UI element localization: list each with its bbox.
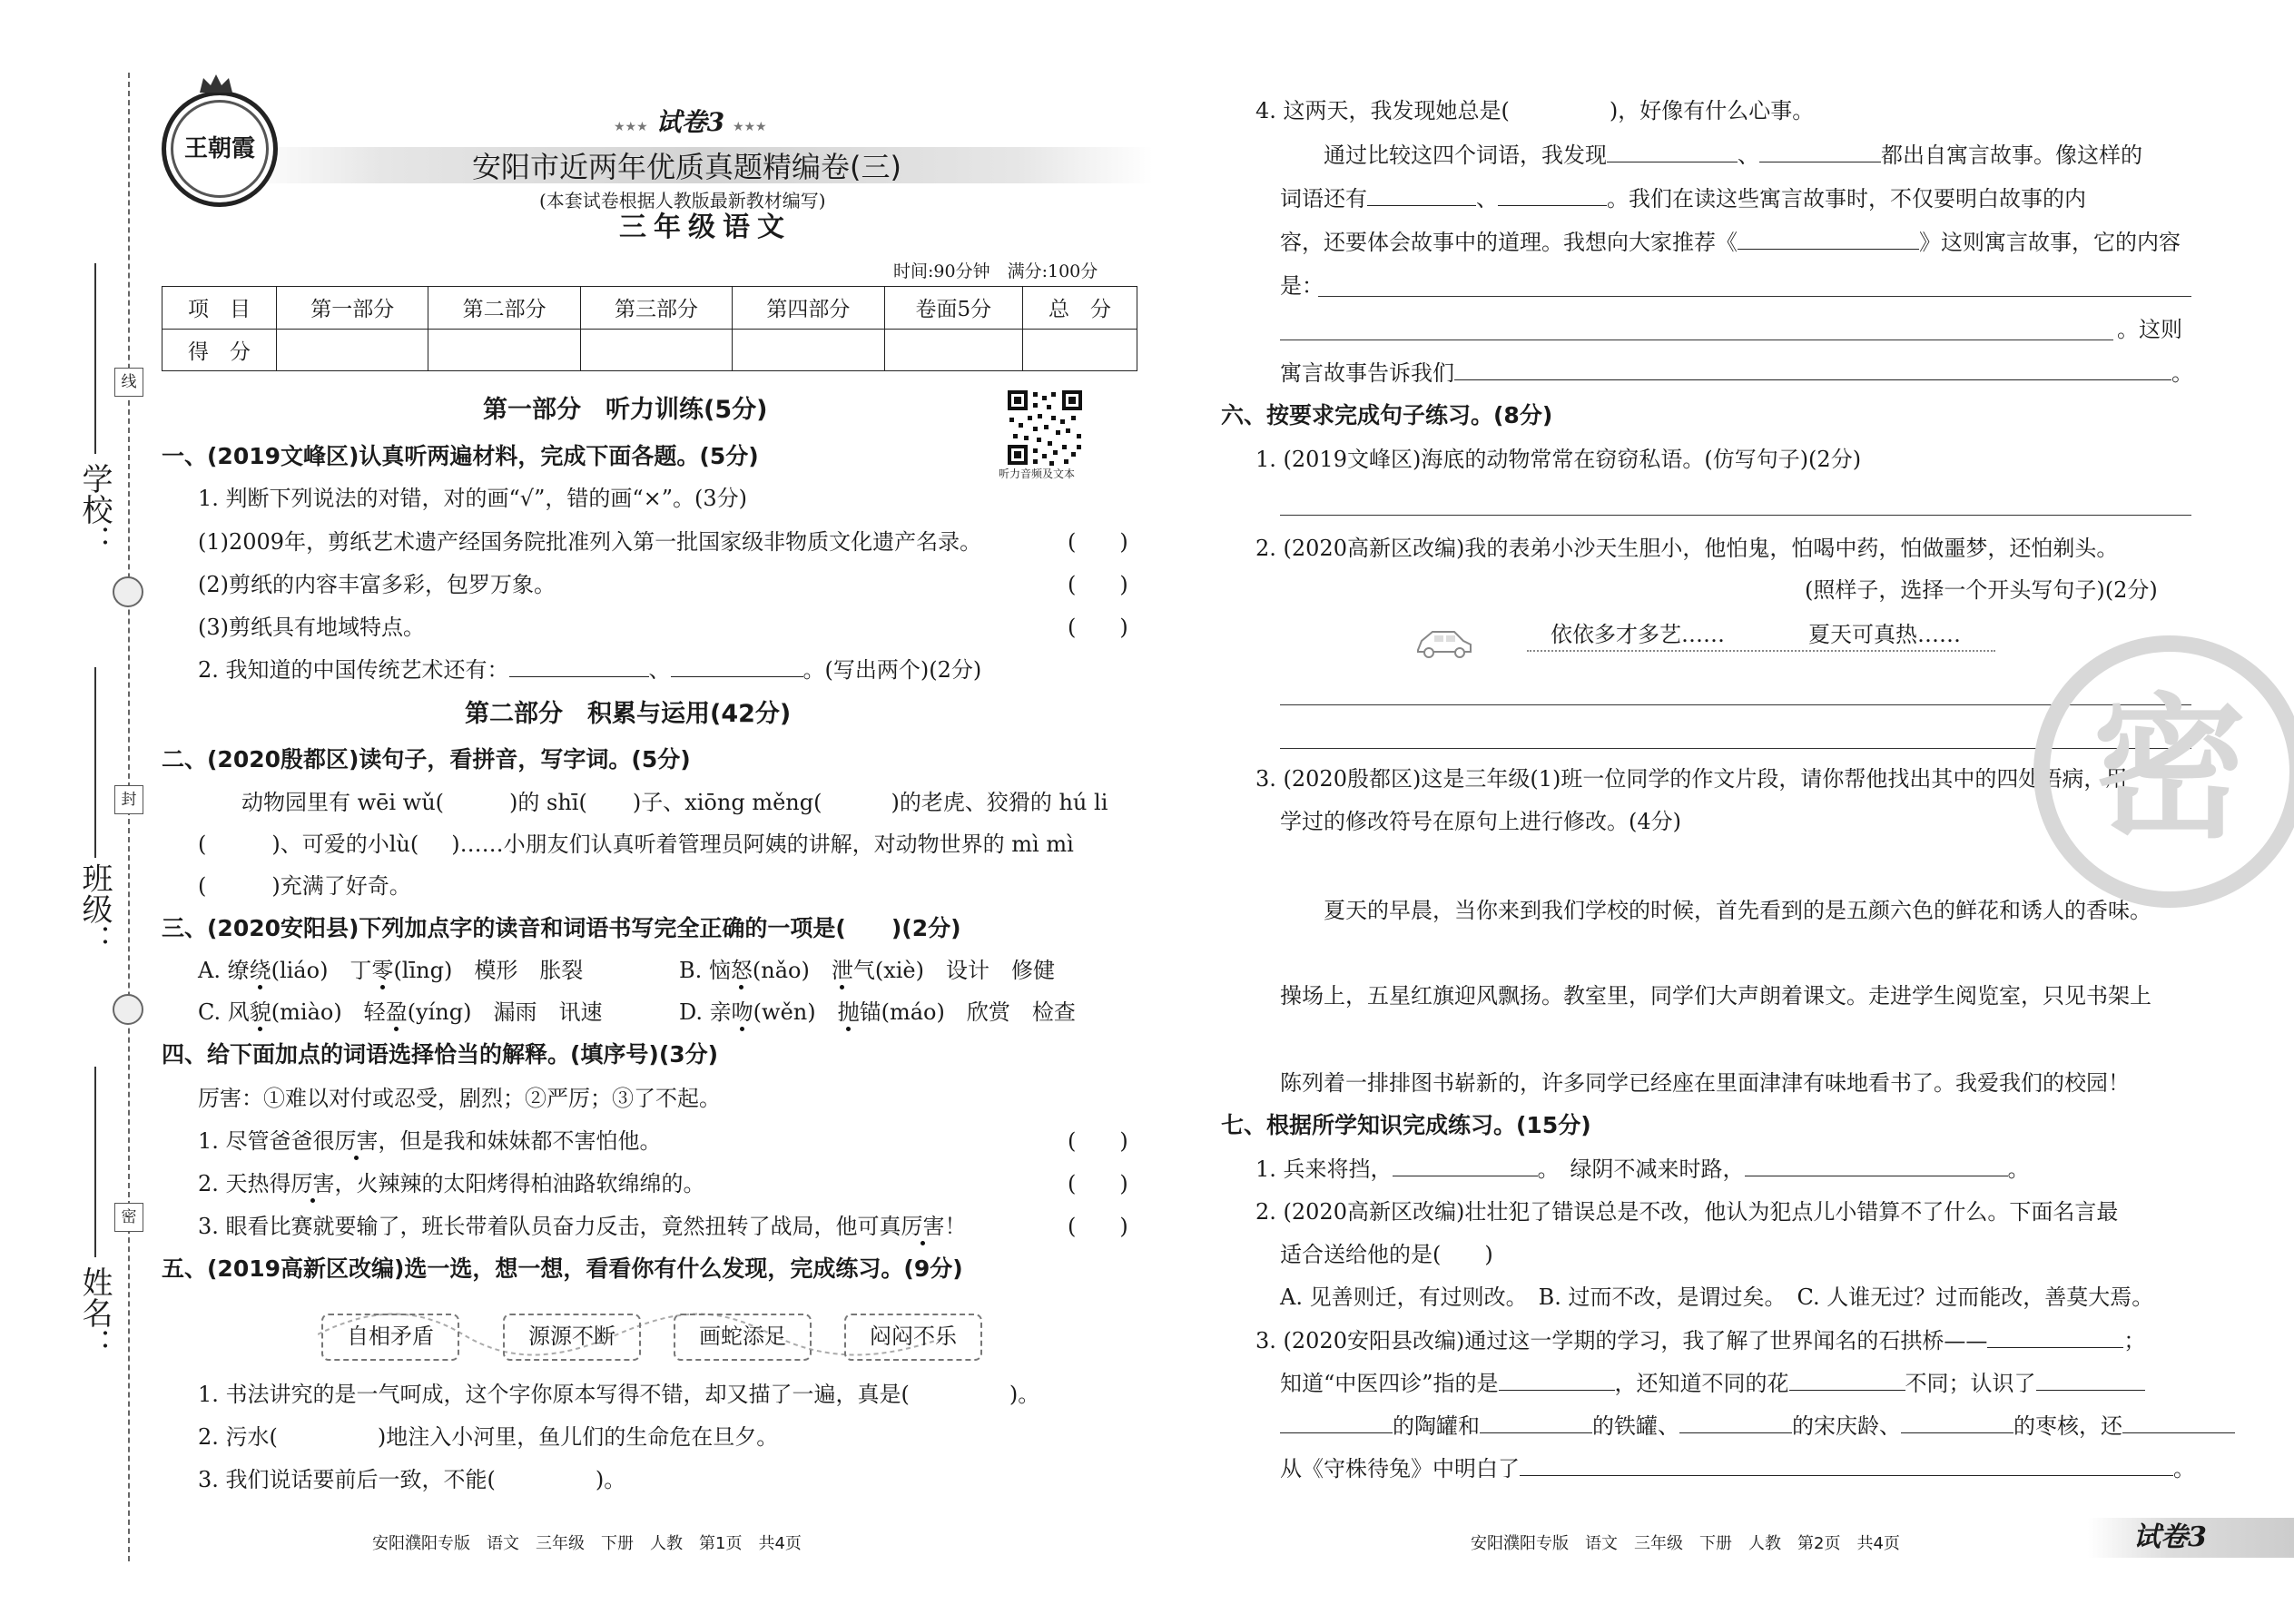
para-text: 、 bbox=[1738, 143, 1759, 168]
q6-sentence-3b: 学过的修改符号在原句上进行修改。(4分) bbox=[1280, 809, 1681, 834]
sentence-text: 。 bbox=[2173, 1456, 2195, 1481]
cut-line bbox=[128, 73, 130, 1561]
q4-title: 四、给下面加点的词语选择恰当的解释。(填序号)(3分) bbox=[162, 1041, 719, 1068]
q4-sentence-3 bbox=[198, 1213, 967, 1240]
para-text: 、 bbox=[1476, 186, 1498, 212]
q3-option-b[interactable] bbox=[679, 957, 1055, 984]
answer-paren[interactable]: ( ) bbox=[1068, 529, 1128, 555]
score-header-cell: 第二部分 bbox=[428, 287, 580, 330]
dotted-char: 零 bbox=[371, 958, 394, 983]
footer-badge: 试卷3 bbox=[2133, 1521, 2207, 1553]
school-label: 学校： bbox=[76, 463, 113, 556]
q2-text: 动物园里有 wēi wǔ( bbox=[241, 790, 445, 815]
q2-text: )充满了好奇。 bbox=[271, 873, 411, 899]
dotted-char: 貌 bbox=[249, 999, 271, 1025]
option-text: A. 缭 bbox=[198, 958, 250, 983]
q7-title: 七、根据所学知识完成练习。(15分) bbox=[1221, 1112, 1591, 1138]
score-header-cell: 第一部分 bbox=[277, 287, 428, 330]
q3-option-d[interactable] bbox=[679, 999, 1076, 1026]
q2-text: ( bbox=[198, 832, 207, 857]
sentence-text: 知道“中医四诊”指的是 bbox=[1280, 1371, 1499, 1396]
sentence-text: 2. 污水( bbox=[198, 1424, 278, 1450]
pinyin-lu bbox=[389, 831, 410, 858]
answer-blank[interactable] bbox=[1454, 359, 2171, 380]
idiom-box[interactable]: 源源不断 bbox=[503, 1314, 641, 1361]
stars-left-icon: ★★★ bbox=[614, 120, 648, 134]
sentence-text: 3. (2020安阳县改编)通过这一学期的学习，我了解了世界闻名的石拱桥—— bbox=[1255, 1328, 1988, 1353]
q3-option-c[interactable] bbox=[198, 999, 602, 1026]
q1-title: 一、(2019文峰区)认真听两遍材料，完成下面各题。(5分) bbox=[162, 443, 759, 469]
q5-title: 五、(2019高新区改编)选一选，想一想，看看你有什么发现，完成练习。(9分) bbox=[162, 1255, 963, 1282]
option-text: 气(xiè) 设计 修健 bbox=[852, 958, 1055, 983]
idiom-box[interactable]: 闷闷不乐 bbox=[844, 1314, 982, 1361]
footer-left: 安阳濮阳专版 语文 三年级 下册 人教 第1页 共4页 bbox=[372, 1534, 802, 1553]
passage-line[interactable]: 夏天的早晨，当你来到我们学校的时候，首先看到的是五颜六色的鲜花和诱人的香味。 bbox=[1324, 898, 2151, 923]
pinyin-lu-text: lù bbox=[389, 832, 410, 857]
para-text: 都出自寓言故事。像这样的 bbox=[1881, 143, 2142, 168]
q2-line-2 bbox=[198, 831, 1074, 858]
seam-mark-line: 线 bbox=[114, 368, 143, 397]
q5-sentence-4 bbox=[1255, 97, 1814, 124]
answer-blank[interactable] bbox=[1393, 1156, 1538, 1176]
answer-blank[interactable] bbox=[1679, 1412, 1792, 1433]
option-text: (miào) 轻 bbox=[271, 999, 386, 1025]
sentence-text: )。 bbox=[1009, 1382, 1040, 1407]
dotted-word: 厉害 bbox=[334, 1128, 379, 1154]
sentence-text: ，但是我和妹妹都不害怕他。 bbox=[378, 1128, 662, 1154]
sentence-text: ； bbox=[2123, 1328, 2146, 1353]
q2-text: ( bbox=[409, 832, 419, 857]
q7-sentence-2a: 2. (2020高新区改编)壮壮犯了错误总是不改，他认为犯点儿小错算不了什么。下面名言最 bbox=[1255, 1199, 2119, 1225]
answer-blank[interactable] bbox=[1759, 142, 1881, 162]
score-cell[interactable] bbox=[1022, 329, 1137, 371]
q7-sentence-3a bbox=[1255, 1327, 2145, 1354]
answer-blank[interactable] bbox=[2036, 1370, 2145, 1391]
score-cell[interactable] bbox=[884, 329, 1022, 371]
q3-title: 三、(2020安阳县)下列加点字的读音和词语书写完全正确的一项是( )(2分) bbox=[162, 915, 961, 941]
answer-blank[interactable] bbox=[1520, 1455, 2173, 1476]
exam-subtitle: (本套试卷根据人教版最新教材编写) bbox=[539, 190, 826, 212]
score-cell[interactable] bbox=[580, 329, 732, 371]
answer-blank[interactable] bbox=[1367, 185, 1476, 206]
score-table bbox=[162, 286, 1137, 371]
para-text: 寓言故事告诉我们 bbox=[1280, 360, 1454, 386]
idiom-box[interactable]: 自相矛盾 bbox=[321, 1314, 459, 1361]
q7-sentence-3b bbox=[1280, 1370, 2145, 1397]
crown-icon bbox=[198, 73, 234, 94]
para-text: 容，还要体会故事中的道理。我想向大家推荐《 bbox=[1280, 230, 1738, 255]
answer-blank[interactable] bbox=[1738, 229, 1919, 250]
part1-title: 第一部分 听力训练(5分) bbox=[483, 396, 768, 424]
margin-line-bottom bbox=[94, 1067, 96, 1257]
option-text: (yíng) 漏雨 讯速 bbox=[407, 999, 603, 1025]
sentence-text: 不同；认识了 bbox=[1905, 1371, 2036, 1396]
q5-para-1 bbox=[1324, 142, 2142, 169]
sentence-text: 。 bbox=[2007, 1156, 2030, 1182]
q6-sentence-3a: 3. (2020殷都区)这是三年级(1)班一位同学的作文片段，请你帮他找出其中的四处语病，用 bbox=[1255, 766, 2128, 792]
exam-title: 安阳市近两年优质真题精编卷(三) bbox=[472, 150, 901, 184]
q3-option-a[interactable] bbox=[198, 957, 583, 984]
option-text: B. 恼 bbox=[679, 958, 731, 983]
sentence-text: 1. 兵来将挡， bbox=[1255, 1156, 1393, 1182]
answer-blank[interactable] bbox=[1987, 1327, 2123, 1348]
answer-blank[interactable] bbox=[2122, 1412, 2235, 1433]
answer-blank[interactable] bbox=[1901, 1412, 2013, 1433]
idiom-box[interactable]: 画蛇添足 bbox=[674, 1314, 812, 1361]
starter-underline bbox=[1527, 650, 1995, 652]
paper-label: 试卷3 bbox=[655, 107, 725, 137]
secret-seal-char: 密 bbox=[2092, 680, 2247, 860]
dotted-char: 泄 bbox=[831, 958, 853, 983]
sentence-text: 3. 我们说话要前后一致，不能( bbox=[198, 1467, 496, 1492]
sentence-text: 的枣核，还 bbox=[2013, 1413, 2122, 1439]
q2-text: ( bbox=[198, 873, 207, 899]
car-icon bbox=[1413, 625, 1476, 661]
q5-sentence-1 bbox=[198, 1381, 1039, 1408]
answer-blank[interactable] bbox=[1280, 1412, 1393, 1433]
score-header-cell: 总 分 bbox=[1022, 287, 1137, 330]
score-header-cell: 卷面5分 bbox=[884, 287, 1022, 330]
margin-line-top bbox=[94, 263, 96, 454]
para-text: 。 bbox=[2171, 360, 2193, 386]
q7-sentence-1 bbox=[1255, 1156, 2030, 1183]
dotted-word: 厉害 bbox=[901, 1214, 945, 1239]
answer-line[interactable] bbox=[1318, 296, 2191, 297]
binding-hole-1 bbox=[113, 576, 143, 607]
sentence-text: 1. 尽管爸爸很 bbox=[198, 1128, 335, 1154]
para-text: 通过比较这四个词语，我发现 bbox=[1324, 143, 1607, 168]
q2-text: )……小朋友们认真听着管理员阿姨的讲解，对动物世界的 mì mì bbox=[451, 832, 1074, 857]
dotted-char: 盈 bbox=[385, 999, 408, 1025]
q7-sentence-2b: 适合送给他的是( ) bbox=[1280, 1242, 1493, 1267]
dotted-char: 吻 bbox=[731, 999, 753, 1025]
passage-line[interactable]: 陈列着一排排图书崭新的，许多同学已经座在里面津津有味地看书了。我爱我们的校园！ bbox=[1280, 1070, 2130, 1096]
q7-options[interactable]: A. 见善则迁，有过则改。 B. 过而不改，是谓过矣。 C. 人谁无过？过而能改，善莫大焉。 bbox=[1280, 1284, 2154, 1310]
q5-para-4: 是： bbox=[1280, 273, 1324, 299]
q1-item-3: (3)剪纸具有地域特点。 bbox=[198, 615, 425, 640]
q5-sentence-2 bbox=[198, 1423, 778, 1451]
q1-item-1: (1)2009年，剪纸艺术遗产经国务院批准列入第一批国家级非物质文化遗产名录。 bbox=[198, 529, 982, 555]
q1-q2-sep: 、 bbox=[648, 657, 671, 683]
q1-intro: 1. 判断下列说法的对错，对的画“√”，错的画“×”。(3分) bbox=[198, 486, 748, 511]
q4-definitions: 厉害：①难以对付或忍受，剧烈；②严厉；③了不起。 bbox=[198, 1086, 721, 1111]
q5-para-3 bbox=[1280, 229, 2181, 256]
q1-question-2 bbox=[198, 656, 981, 684]
sentence-text: 从《守株待兔》中明白了 bbox=[1280, 1456, 1520, 1481]
paper-label-row bbox=[614, 109, 767, 141]
sentence-text: 。 绿阴不减来时路， bbox=[1537, 1156, 1745, 1182]
q2-text: )的 shī( bbox=[509, 790, 587, 815]
score-cell[interactable] bbox=[733, 329, 884, 371]
option-text: D. 亲 bbox=[679, 999, 732, 1025]
sentence-text: )地注入小河里，鱼儿们的生命危在旦夕。 bbox=[377, 1424, 779, 1450]
sentence-text: ，还知道不同的花 bbox=[1614, 1371, 1789, 1396]
option-text: (wěn) bbox=[753, 999, 838, 1025]
secret-seal-watermark bbox=[2033, 635, 2294, 908]
sentence-text: 的铁罐、 bbox=[1592, 1413, 1679, 1439]
qr-caption: 听力音频及文本 bbox=[999, 468, 1076, 480]
q5-para-5: 。这则 bbox=[2117, 317, 2182, 342]
q1-q2-suffix: 。(写出两个)(2分) bbox=[802, 657, 982, 683]
part2-title: 第二部分 积累与运用(42分) bbox=[465, 700, 792, 728]
sentence-text: )。 bbox=[595, 1467, 626, 1492]
q2-title: 二、(2020殷都区)读句子，看拼音，写字词。(5分) bbox=[162, 746, 691, 773]
score-cell[interactable] bbox=[428, 329, 580, 371]
sentence-text: )，好像有什么心事。 bbox=[1609, 98, 1815, 123]
time-score: 时间:90分钟 满分:100分 bbox=[893, 261, 1098, 281]
sentence-starter: 夏天可真热…… bbox=[1808, 622, 1961, 647]
answer-blank[interactable] bbox=[1498, 185, 1607, 206]
score-table-row bbox=[162, 329, 1137, 371]
q4-sentence-1 bbox=[198, 1127, 662, 1155]
q6-sentence-2: 2. (2020高新区改编)我的表弟小沙天生胆小，他怕鬼，怕喝中药，怕做噩梦，还怕剃头。 bbox=[1255, 536, 2119, 561]
stars-right-icon: ★★★ bbox=[732, 120, 767, 134]
q2-text: )的老虎、狡猾的 hú li bbox=[891, 790, 1108, 815]
answer-blank[interactable] bbox=[671, 656, 803, 677]
q5-sentence-3 bbox=[198, 1466, 625, 1493]
passage-line[interactable]: 操场上，五星红旗迎风飘扬。教室里，同学们大声朗着课文。走进学生阅览室，只见书架上 bbox=[1280, 983, 2151, 1009]
sentence-text: 的陶罐和 bbox=[1393, 1413, 1480, 1439]
answer-paren[interactable]: ( ) bbox=[1068, 1171, 1128, 1196]
binding-hole-2 bbox=[113, 994, 143, 1025]
answer-line[interactable] bbox=[1280, 515, 2191, 516]
score-cell[interactable] bbox=[277, 329, 428, 371]
para-text: 。我们在读这些寓言故事时，不仅要明白故事的内 bbox=[1607, 186, 2086, 212]
option-text: C. 风 bbox=[198, 999, 250, 1025]
answer-blank[interactable] bbox=[1480, 1412, 1592, 1433]
footer-right: 安阳濮阳专版 语文 三年级 下册 人教 第2页 共4页 bbox=[1471, 1534, 1900, 1553]
q2-line-1 bbox=[241, 789, 1108, 816]
q7-sentence-3c bbox=[1280, 1412, 2235, 1440]
option-text: (līng) 模形 胀裂 bbox=[393, 958, 584, 983]
option-text: (nǎo) bbox=[752, 958, 832, 983]
margin-line-mid bbox=[94, 667, 96, 858]
option-text: (liáo) 丁 bbox=[271, 958, 372, 983]
sentence-text: 2. 天热得 bbox=[198, 1171, 291, 1196]
answer-blank[interactable] bbox=[1499, 1370, 1615, 1391]
name-label: 姓名： bbox=[76, 1266, 113, 1359]
sentence-text: 4. 这两天，我发现她总是( bbox=[1255, 98, 1510, 123]
q5-para-6 bbox=[1280, 359, 2193, 387]
q6-sentence-2-note: (照样子，选择一个开头写句子)(2分) bbox=[1805, 577, 2158, 603]
sentence-text: 3. 眼看比赛就要输了，班长带着队员奋力反击，竟然扭转了战局，他可真 bbox=[198, 1214, 901, 1239]
q1-item-2: (2)剪纸的内容丰富多彩，包罗万象。 bbox=[198, 572, 556, 597]
seam-mark-seal: 封 bbox=[114, 785, 143, 814]
seam-mark-secret: 密 bbox=[114, 1203, 143, 1232]
score-header-cell: 第三部分 bbox=[580, 287, 732, 330]
q7-sentence-3d bbox=[1280, 1455, 2195, 1482]
q5-para-2 bbox=[1280, 185, 2086, 212]
grade-subject: 三年级语文 bbox=[619, 212, 792, 243]
answer-paren[interactable]: ( ) bbox=[1068, 1128, 1128, 1154]
dotted-char: 抛 bbox=[837, 999, 860, 1025]
q2-text: )、可爱的小 bbox=[271, 832, 389, 857]
answer-blank[interactable] bbox=[1789, 1370, 1905, 1391]
para-text: 词语还有 bbox=[1280, 186, 1367, 212]
score-header-cell: 第四部分 bbox=[733, 287, 884, 330]
answer-blank[interactable] bbox=[1607, 142, 1738, 162]
q2-line-3 bbox=[198, 872, 411, 900]
sentence-text: ，火辣辣的太阳烤得柏油路软绵绵的。 bbox=[334, 1171, 705, 1196]
q1-q2-prefix: 2. 我知道的中国传统艺术还有： bbox=[198, 657, 509, 683]
q4-sentence-2 bbox=[198, 1170, 705, 1197]
sentence-text: 1. 书法讲究的是一气呵成，这个字你原本写得不错，却又描了一遍，真是( bbox=[198, 1382, 910, 1407]
brand-logo-text: 王朝霞 bbox=[183, 135, 255, 162]
answer-blank[interactable] bbox=[509, 656, 649, 677]
score-table-header bbox=[162, 287, 1137, 330]
answer-paren[interactable]: ( ) bbox=[1068, 572, 1128, 597]
brand-logo bbox=[162, 91, 278, 207]
dotted-word: 厉害 bbox=[290, 1171, 335, 1196]
dotted-char: 绕 bbox=[249, 958, 271, 983]
sentence-starter: 依依多才多艺…… bbox=[1551, 622, 1725, 647]
option-text: 锚(máo) 欣赏 检查 bbox=[859, 999, 1076, 1025]
score-header-cell: 项 目 bbox=[162, 287, 277, 330]
q6-sentence-1: 1. (2019文峰区)海底的动物常常在窃窃私语。(仿写句子)(2分) bbox=[1255, 447, 1862, 472]
q6-title: 六、按要求完成句子练习。(8分) bbox=[1221, 402, 1553, 428]
sentence-text: ！ bbox=[944, 1214, 967, 1239]
sentence-text: 的宋庆龄、 bbox=[1792, 1413, 1901, 1439]
q2-text: )子、xiōng měng( bbox=[632, 790, 822, 815]
class-label: 班级： bbox=[76, 862, 113, 955]
answer-paren[interactable]: ( ) bbox=[1068, 615, 1128, 640]
answer-blank[interactable] bbox=[1745, 1156, 2008, 1176]
score-row-label: 得 分 bbox=[162, 329, 277, 371]
qr-code-icon[interactable] bbox=[1006, 389, 1084, 467]
para-text: 》这则寓言故事，它的内容 bbox=[1919, 230, 2181, 255]
dotted-char: 怒 bbox=[730, 958, 753, 983]
answer-paren[interactable]: ( ) bbox=[1068, 1214, 1128, 1239]
